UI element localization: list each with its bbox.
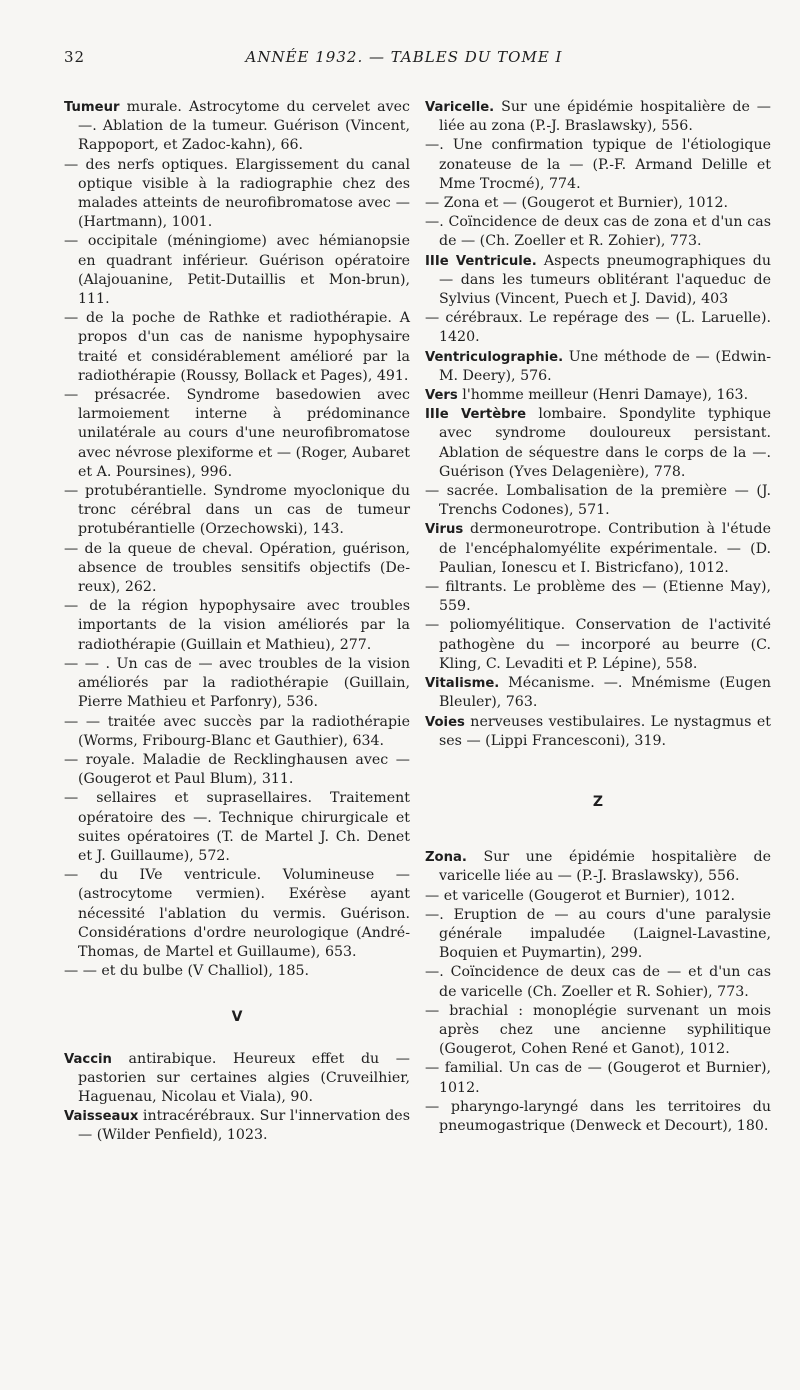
entry-text: — occipitale (méningiome) avec hémianopsie en quadrant inférieur. Guérison opératoire (Alajouanine, Petit-Dutaillis et Mon-brun), 111. xyxy=(64,233,410,308)
index-entry xyxy=(64,386,410,482)
index-entry xyxy=(64,309,410,386)
entry-headword: Vaccin xyxy=(64,1051,112,1067)
index-entry xyxy=(425,98,771,136)
index-entry xyxy=(425,348,771,386)
index-entry xyxy=(64,713,410,751)
page-number: 32 xyxy=(64,48,86,66)
index-entry xyxy=(425,136,771,194)
index-entry xyxy=(425,1002,771,1060)
entry-text: —. Coïncidence de deux cas de — et d'un cas de varicelle (Ch. Zoeller et R. Sohier), 773. xyxy=(425,964,771,1000)
entry-headword: Zona. xyxy=(425,850,467,866)
entry-text: nerveuses vestibulaires. Le nystagmus et ses — (Lippi Francesconi), 319. xyxy=(439,713,771,749)
entry-headword: Tumeur xyxy=(64,100,120,115)
index-entry xyxy=(425,674,771,712)
index-entry xyxy=(425,963,771,1001)
entry-text: — poliomyélitique. Conservation de l'activité pathogène du — incorporé au beurre (C. Kling, C. Levaditi et P. Lépine), 558. xyxy=(425,617,771,672)
entry-text: — brachial : monoplégie survenant un mois après chez une ancienne syphilitique (Gougerot, Cohen René et Ganot), 1012. xyxy=(425,1002,771,1058)
index-entry xyxy=(64,866,410,962)
entry-text: intracérébraux. Sur l'innervation des — (Wilder Penfield), 1023. xyxy=(78,1108,410,1144)
section-letter: V xyxy=(231,1009,243,1026)
index-entry xyxy=(64,655,410,713)
entry-text: Sur une épidémie hospitalière de — liée au zona (P.-J. Braslawsky), 556. xyxy=(439,99,771,135)
index-entry xyxy=(425,309,771,347)
entry-text: — — traitée avec succès par la radiothérapie (Worms, Fribourg-Blanc et Gauthier), 634. xyxy=(64,713,410,749)
index-entry xyxy=(425,252,771,310)
index-entry xyxy=(64,98,410,156)
entry-headword: IIIe Vertèbre xyxy=(425,407,527,423)
index-entry xyxy=(64,482,410,540)
entry-text: — présacrée. Syndrome basedowien avec larmoiement interne à prédominance unilatérale au cours d'une neurofibromatose avec névrose plexiforme et — (Roger, Aubaret et A. Poursines), 996. xyxy=(64,387,410,480)
entry-text: lombaire. Spondylite typhique avec syndrome douloureux persistant. Ablation de séquestre dans le corps de la —. Guérison (Yves Delagenière), 778. xyxy=(439,406,771,480)
index-entry xyxy=(425,848,771,886)
section-letter: Z xyxy=(592,793,604,810)
index-entry xyxy=(64,789,410,866)
index-entry xyxy=(425,906,771,964)
entry-headword: Vers xyxy=(425,388,458,404)
index-entry xyxy=(64,156,410,233)
entry-text: —. Coïncidence de deux cas de zona et d'un cas de — (Ch. Zoeller et R. Zohier), 773. xyxy=(425,214,771,250)
entry-text: — cérébraux. Le repérage des — (L. Laruelle). 1420. xyxy=(425,310,771,346)
entry-text: — protubérantielle. Syndrome myoclonique du tronc cérébral dans un cas de tumeur protubérantielle (Orzechowski), 143. xyxy=(64,483,410,538)
index-entry xyxy=(425,213,771,251)
index-entry xyxy=(64,540,410,598)
running-title: ANNÉE 1932. — TABLES DU TOME I xyxy=(245,48,563,66)
entry-text: — — . Un cas de — avec troubles de la vision améliorés par la radiothérapie (Guillain, Pierre Mathieu et Parfonry), 536. xyxy=(64,655,410,711)
entry-text: —. Eruption de — au cours d'une paralysie générale impaludée (Laignel-Lavastine, Boquien et Puymartin), 299. xyxy=(425,906,771,962)
index-entry xyxy=(425,713,771,751)
entry-headword: Vaisseaux xyxy=(64,1109,139,1125)
index-entry xyxy=(425,1098,771,1136)
entry-text: l'homme meilleur (Henri Damaye), 163. xyxy=(457,387,749,404)
entry-text: — sellaires et suprasellaires. Traitement opératoire des —. Technique chirurgicale et suites opératoires (T. de Martel J. Ch. Denet et J. Guillaume), 572. xyxy=(64,790,410,864)
index-entry xyxy=(425,578,771,616)
entry-headword: IIIe Ventricule. xyxy=(425,253,537,269)
index-entry xyxy=(425,386,771,405)
entry-headword: Vitalisme. xyxy=(425,676,500,692)
index-entry xyxy=(425,405,771,482)
entry-headword: Voies xyxy=(425,714,465,730)
entry-text: — et varicelle (Gougerot et Burnier), 1012. xyxy=(425,887,735,904)
entry-text: Sur une épidémie hospitalière de varicelle liée au — (P.-J. Braslawsky), 556. xyxy=(439,849,771,885)
entry-text: — filtrants. Le problème des — (Etienne May), 559. xyxy=(425,579,771,615)
index-entry xyxy=(425,616,771,674)
index-entry xyxy=(64,1107,410,1145)
index-entry xyxy=(64,751,410,789)
left-column xyxy=(64,98,410,1146)
entry-text: — des nerfs optiques. Elargissement du canal optique visible à la radiographie chez des malades atteints de neurofibromatose avec — (Hartmann), 1001. xyxy=(64,156,410,231)
index-entry xyxy=(64,962,410,981)
entry-text: Une méthode de — (Edwin-M. Deery), 576. xyxy=(439,348,771,384)
entry-text: Mécanisme. —. Mnémisme (Eugen Bleuler), 763. xyxy=(439,675,771,711)
index-entry xyxy=(64,597,410,655)
index-entry xyxy=(425,194,771,213)
index-entry xyxy=(425,520,771,578)
page-header xyxy=(64,48,744,72)
entry-text: Aspects pneumographiques du — dans les tumeurs oblitérant l'aqueduc de Sylvius (Vincent, Puech et J. David), 403 xyxy=(439,252,771,308)
entry-text: —. Une confirmation typique de l'étiologique zonateuse de la — (P.-F. Armand Delille et Mme Trocmé), 774. xyxy=(425,137,771,192)
entry-text: — sacrée. Lombalisation de la première — (J. Trenchs Codones), 571. xyxy=(425,483,771,519)
index-entry xyxy=(425,482,771,520)
index-entry xyxy=(425,887,771,906)
right-column xyxy=(425,98,771,1136)
entry-text: — de la région hypophysaire avec troubles importants de la vision améliorés par la radiothérapie (Guillain et Mathieu), 277. xyxy=(64,598,410,653)
entry-text: — du IVe ventricule. Volumineuse — (astrocytome vermien). Exérèse ayant nécessité l'ablation du vermis. Guérison. Considérations d'ordre neurologique (André-Thomas, de Martel et Guillaume), 653. xyxy=(64,867,410,960)
entry-text: — familial. Un cas de — (Gougerot et Burnier), 1012. xyxy=(425,1060,771,1096)
index-entry xyxy=(425,1059,771,1097)
entry-text: — pharyngo-laryngé dans les territoires du pneumogastrique (Denweck et Decourt), 180. xyxy=(425,1098,771,1134)
entry-text: — de la poche de Rathke et radiothérapie. A propos d'un cas de nanisme hypophysaire traité et considérablement amélioré par la radiothérapie (Roussy, Bollack et Pages), 491. xyxy=(64,310,410,384)
index-entry xyxy=(64,1050,410,1108)
entry-text: — de la queue de cheval. Opération, guérison, absence de troubles sensitifs objectifs (De-reux), 262. xyxy=(64,540,410,596)
entry-headword: Varicelle. xyxy=(425,100,495,115)
entry-text: antirabique. Heureux effet du — pastorien sur certaines algies (Cruveilhier, Haguenau, Nicolau et Viala), 90. xyxy=(78,1050,410,1105)
entry-text: — royale. Maladie de Recklinghausen avec — (Gougerot et Paul Blum), 311. xyxy=(64,751,410,788)
entry-headword: Ventriculographie. xyxy=(425,349,564,365)
entry-headword: Virus xyxy=(425,522,464,538)
entry-text: dermoneurotrope. Contribution à l'étude de l'encéphalomyélite expérimentale. — (D. Paulian, Ionescu et I. Bistricfano), 1012. xyxy=(439,521,771,576)
entry-text: — Zona et — (Gougerot et Burnier), 1012. xyxy=(425,195,729,212)
index-entry xyxy=(64,232,410,309)
entry-text: murale. Astrocytome du cervelet avec —. Ablation de la tumeur. Guérison (Vincent, Rappoport, et Zadoc-kahn), 66. xyxy=(78,99,410,154)
entry-text: — — et du bulbe (V Challiol), 185. xyxy=(64,963,310,980)
